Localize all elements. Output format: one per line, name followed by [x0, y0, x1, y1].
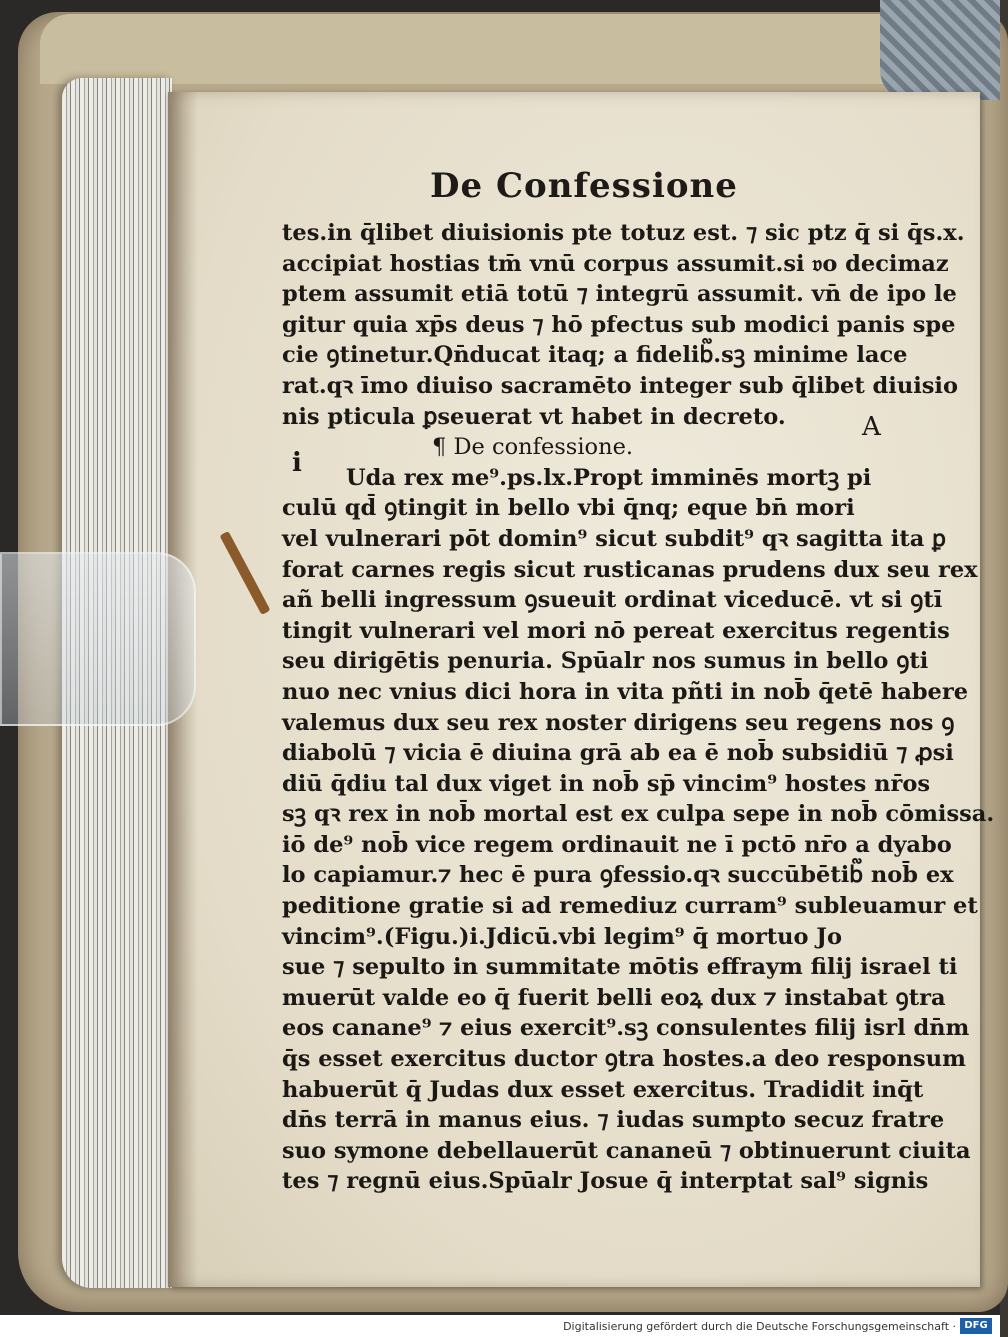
- text-line: tes.in q̄libet diuisionis pte totuz est. ⁊ sic ptz q̄ si q̄s.x.: [282, 220, 965, 246]
- text-line: tes ⁊ regnū eius.Spūalr Josue q̄ interptat sal⁹ signis: [282, 1168, 929, 1195]
- text-line: valemus dux seu rex noster dirigens seu regens nos ꝯ: [282, 709, 955, 736]
- text-line: q̄s esset exercitus ductor ꝯtra hostes.a deo responsum: [282, 1046, 966, 1073]
- text-line: rat.qꝛ īmo diuiso sacramēto integer sub q̄libet diuisio: [282, 372, 958, 399]
- glass-clip: [0, 552, 196, 726]
- text-line: Uda rex me⁹.ps.lx.Propt imminēs mortꝫ pi: [346, 464, 872, 491]
- text-line: peditione gratie si ad remediuz curram⁹ subleuamur et: [282, 893, 978, 920]
- text-line: forat carnes regis sicut rusticanas prudens dux seu rex: [282, 556, 978, 583]
- cover-top-edge: [40, 14, 920, 84]
- text-line: muerūt valde eo q̄ fuerit belli eoꝝ dux ⁊ instabat ꝯtra: [282, 984, 946, 1011]
- text-line: suo symone debellauerūt cananeū ⁊ obtinuerunt ciuita: [282, 1137, 971, 1164]
- text-line: sue ⁊ sepulto in summitate mōtis effraym filij israel ti: [282, 954, 958, 981]
- text-block: [282, 218, 995, 1197]
- cloth-support: [880, 0, 1000, 100]
- guide-letter: A: [862, 412, 881, 442]
- text-line: sꝫ qꝛ rex in nob̄ mortal est ex culpa sepe in nob̄ cōmissa.: [282, 801, 995, 828]
- text-line: dn̄s terrā in manus eius. ⁊ iudas sumpto secuz fratre: [282, 1107, 945, 1134]
- text-line: nuo nec vnius dici hora in vita pñti in nob̄ q̄etē habere: [282, 678, 969, 705]
- footer-credit: Digitalisierung gefördert durch die Deutsche Forschungsgemeinschaft ·: [563, 1320, 956, 1333]
- text-line: vel vulnerari pōt domin⁹ sicut subdit⁹ qꝛ sagitta ita ꝑ: [282, 525, 946, 552]
- text-line: ptem assumit etiā totū ⁊ integrū assumit. vn̄ de ipo le: [282, 281, 957, 308]
- running-head: De Confessione: [430, 166, 738, 206]
- text-line: culū qd̄ ꝯtingit in bello vbi q̄nq; eque bn̄ mori: [282, 495, 855, 522]
- text-line: tingit vulnerari vel mori nō pereat exercitus regentis: [282, 617, 950, 644]
- text-line: lo capiamur.⁊ hec ē pura ꝯfessio.qꝛ succūbētib᷑ nob̄ ex: [282, 862, 954, 889]
- text-line: nis pticula ꝑseuerat vt habet in decreto.: [282, 403, 786, 430]
- text-line: añ belli ingressum ꝯsueuit ordinat viceducē. vt si ꝯtī: [282, 587, 943, 614]
- text-line: diabolū ⁊ vicia ē diuina grā ab ea ē nob̄ subsidiū ⁊ ꝓsi: [282, 740, 954, 767]
- text-line: accipiat hostias tm̄ vnū corpus assumit.si 𝔳o decimaz: [282, 250, 949, 277]
- text-line: seu dirigētis penuria. Spūalr nos sumus in bello ꝯti: [282, 648, 929, 675]
- text-line: vincim⁹.(Figu.)i.Jdicū.vbi legim⁹ q̄ mortuo Jo: [282, 923, 842, 950]
- dfg-logo[interactable]: DFG: [960, 1318, 992, 1334]
- section-heading: ¶ De confessione.: [432, 434, 634, 461]
- text-line: eos canane⁹ ⁊ eius exercit⁹.sꝫ consulentes filij isrl dn̄m: [282, 1015, 970, 1042]
- text-line: habuerūt q̄ Judas dux esset exercitus. Tradidit inq̄t: [282, 1076, 924, 1103]
- text-line: cie ꝯtinetur.Qn̄ducat itaq; a fidelib᷑.sꝫ minime lace: [282, 342, 908, 369]
- text-line: diū q̄diu tal dux viget in nob̄ sp̄ vincim⁹ hostes nr̄os: [282, 770, 931, 797]
- text-line: iō de⁹ nob̄ vice regem ordinauit ne ī pctō nr̄o a dyabo: [282, 831, 952, 858]
- initial-letter: i: [292, 448, 302, 478]
- text-line: gitur quia xp̄s deus ⁊ hō pfectus sub modici panis spe: [282, 311, 956, 338]
